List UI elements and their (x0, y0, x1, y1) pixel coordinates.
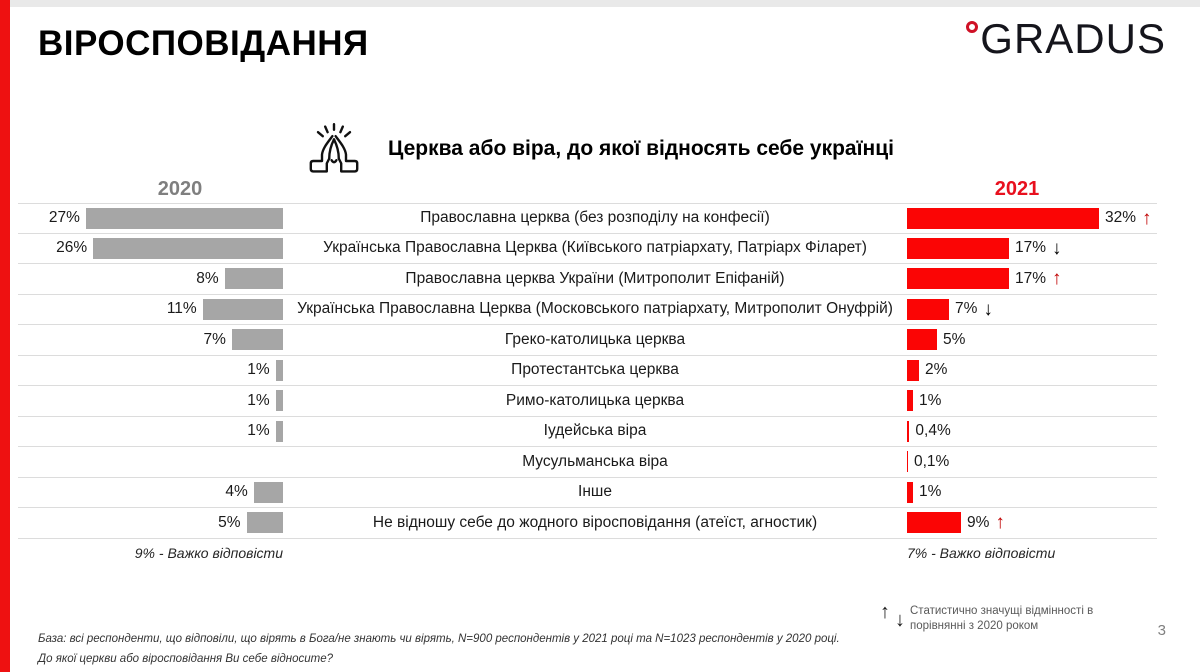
chart-row (18, 203, 1157, 234)
chart-row (18, 417, 1157, 448)
value-2020: 1% (247, 361, 270, 379)
bar-2021 (907, 512, 961, 533)
category-cell (283, 264, 907, 294)
value-2020: 7% (203, 330, 226, 348)
bar-2020 (276, 390, 283, 411)
category-label: Православна церква України (Митрополит Епіфаній) (405, 269, 785, 287)
legend-text: Статистично значущі відмінності в порівнянні з 2020 роком (910, 605, 1094, 632)
value-2020: 5% (218, 513, 241, 531)
up-arrow-icon: ↑ (995, 512, 1005, 534)
down-arrow-icon: ↓ (895, 609, 905, 631)
category-label: Протестантська церква (511, 361, 679, 379)
bar-2020 (232, 329, 283, 350)
cell-2021 (907, 508, 1157, 538)
category-label: Інше (578, 483, 612, 501)
category-label: Українська Православна Церква (Московського патріархату, Митрополит Онуфрій) (297, 300, 893, 318)
category-cell (283, 508, 907, 538)
bar-2020 (254, 482, 283, 503)
chart-row (18, 508, 1157, 539)
value-2021: 32% (1105, 209, 1137, 227)
cell-2021 (907, 325, 1157, 355)
cell-2021 (907, 295, 1157, 325)
bar-2021 (907, 268, 1009, 289)
cell-2020 (18, 386, 283, 416)
degree-icon (966, 21, 978, 33)
value-2021: 7% (955, 300, 978, 318)
cell-2020 (18, 295, 283, 325)
column-header-2021: 2021 (994, 178, 1040, 200)
category-label: Римо-католицька церква (505, 391, 685, 409)
hard-to-answer-row (18, 545, 1157, 561)
cell-2020 (18, 447, 283, 477)
bar-2020 (225, 268, 283, 289)
footer-question-line: До якої церкви або віросповідання Ви себе відносите? (38, 652, 334, 665)
value-2020: 8% (196, 269, 219, 287)
significance-legend (880, 601, 1130, 634)
bar-2021 (907, 451, 908, 472)
down-arrow-icon: ↓ (1052, 237, 1062, 259)
value-2020: 11% (166, 300, 197, 318)
cell-2021 (907, 447, 1157, 477)
bar-2021 (907, 299, 949, 320)
value-2021: 17% (1015, 269, 1047, 287)
cell-2021 (907, 417, 1157, 447)
praying-hands-icon (306, 118, 362, 180)
bar-2020 (203, 299, 283, 320)
cell-2021 (907, 386, 1157, 416)
chart-header (0, 118, 1200, 180)
cell-2021 (907, 478, 1157, 508)
gradus-logo (966, 15, 1166, 62)
category-cell (283, 417, 907, 447)
logo-text: GRADUS (980, 15, 1166, 62)
category-label: Не відношу себе до жодного віросповідання (атеїст, агностик) (372, 513, 818, 531)
value-2020: 4% (225, 483, 248, 501)
cell-2020 (18, 234, 283, 264)
bar-2021 (907, 482, 913, 503)
up-arrow-icon: ↑ (1052, 268, 1062, 290)
footer-base-line: База: всі респонденти, що відповіли, що вірять в Бога/не знають чи вірять, N=900 респондентів у 2021 році та N=1023 респондентів у 2020 році. (38, 633, 840, 645)
chart-row (18, 478, 1157, 509)
up-arrow-icon: ↑ (880, 601, 890, 623)
value-2021: 1% (919, 391, 942, 409)
value-2021: 9% (967, 513, 990, 531)
down-arrow-icon: ↓ (983, 298, 993, 320)
category-label: Мусульманська віра (522, 452, 668, 470)
bar-2020 (276, 421, 283, 442)
category-label: Іудейська віра (543, 422, 647, 440)
bar-2021 (907, 360, 919, 381)
chart-rows (18, 203, 1157, 539)
chart-row (18, 447, 1157, 478)
value-2021: 2% (925, 361, 948, 379)
chart-row (18, 264, 1157, 295)
bar-2021 (907, 208, 1099, 229)
cell-2020 (18, 478, 283, 508)
page-title: ВІРОСПОВІДАННЯ (38, 24, 369, 63)
hard-to-answer-2021: 7% - Важко відповісти (907, 544, 1056, 561)
chart-row (18, 325, 1157, 356)
value-2020: 27% (48, 209, 80, 227)
cell-2021 (907, 264, 1157, 294)
bar-2021 (907, 329, 937, 350)
column-header-2020: 2020 (157, 178, 203, 200)
value-2021: 0,1% (914, 452, 950, 470)
page-number: 3 (1157, 622, 1166, 639)
up-arrow-icon: ↑ (1142, 207, 1152, 229)
category-cell (283, 234, 907, 264)
category-label: Українська Православна Церква (Київського патріархату, Патріарх Філарет) (323, 239, 867, 257)
left-accent-strip (0, 0, 10, 672)
top-border-strip (0, 0, 1200, 7)
cell-2020 (18, 508, 283, 538)
bar-2021 (907, 390, 913, 411)
mirrored-bar-chart (18, 203, 1157, 561)
category-cell (283, 386, 907, 416)
cell-2020 (18, 417, 283, 447)
value-2020: 1% (247, 422, 270, 440)
category-cell (283, 204, 907, 233)
value-2020: 26% (56, 239, 88, 257)
category-label: Греко-католицька церква (504, 330, 686, 348)
hard-to-answer-2020: 9% - Важко відповісти (134, 544, 283, 561)
category-cell (283, 295, 907, 325)
chart-row (18, 386, 1157, 417)
bar-2020 (86, 208, 283, 229)
category-cell (283, 356, 907, 386)
bar-2021 (907, 238, 1009, 259)
value-2021: 5% (943, 330, 966, 348)
chart-row (18, 295, 1157, 326)
value-2020: 1% (247, 391, 270, 409)
value-2021: 1% (919, 483, 942, 501)
category-label: Православна церква (без розподілу на конфесії) (420, 209, 770, 227)
chart-row (18, 234, 1157, 265)
footer (38, 630, 840, 669)
category-cell (283, 325, 907, 355)
cell-2020 (18, 356, 283, 386)
bar-2020 (276, 360, 283, 381)
cell-2020 (18, 264, 283, 294)
cell-2021 (907, 204, 1157, 233)
value-2021: 17% (1015, 239, 1047, 257)
bar-2021 (907, 421, 909, 442)
category-cell (283, 478, 907, 508)
cell-2020 (18, 204, 283, 233)
cell-2021 (907, 234, 1157, 264)
cell-2021 (907, 356, 1157, 386)
bar-2020 (247, 512, 284, 533)
chart-title: Церква або віра, до якої відносять себе українці (388, 137, 894, 160)
bar-2020 (93, 238, 283, 259)
category-cell (283, 447, 907, 477)
cell-2020 (18, 325, 283, 355)
value-2021: 0,4% (915, 422, 951, 440)
chart-row (18, 356, 1157, 387)
